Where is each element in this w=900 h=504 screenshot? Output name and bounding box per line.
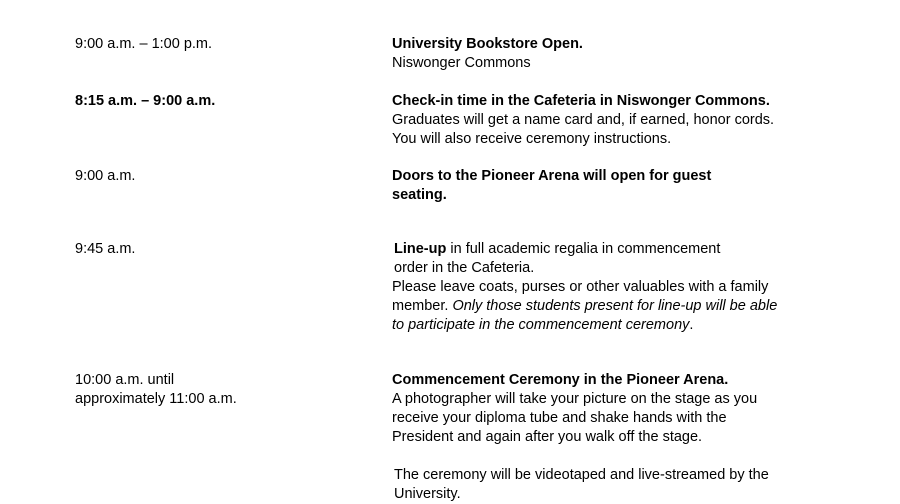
entry-title: Line-up [394, 241, 447, 257]
entry-detail-line: Niswonger Commons [392, 55, 531, 71]
entry-emphasis-text: to participate in the commencement ceremony [392, 317, 690, 333]
time-line: approximately 11:00 a.m. [75, 391, 237, 407]
time-line: 10:00 a.m. until [75, 372, 175, 388]
entry-detail-line: The ceremony will be videotaped and live-streamed by the [394, 467, 769, 483]
entry-detail-line [392, 316, 862, 335]
entry-time [75, 92, 375, 111]
entry-detail-line: Graduates will get a name card and, if earned, honor cords. [392, 112, 775, 128]
time-line: 9:45 a.m. [75, 241, 136, 257]
entry-detail-line: receive your diploma tube and shake hands with the [392, 410, 727, 426]
time-line: 8:15 a.m. – 9:00 a.m. [75, 93, 216, 109]
entry-emphasis-text: Only those students present for line-up will be able [452, 298, 778, 314]
entry-detail-line: Please leave coats, purses or other valuables with a family [392, 279, 769, 295]
entry-time [75, 240, 375, 259]
paragraph-gap [392, 447, 862, 466]
entry-description [392, 371, 862, 504]
entry-description [392, 167, 862, 205]
entry-detail-line: University. [394, 486, 461, 502]
entry-detail-line [392, 297, 862, 316]
entry-title: Doors to the Pioneer Arena will open for guest [392, 168, 712, 184]
entry-time [75, 371, 375, 409]
time-line: 9:00 a.m. [75, 168, 136, 184]
entry-description [392, 240, 862, 335]
entry-detail-line: You will also receive ceremony instructions. [392, 131, 672, 147]
entry-title: seating. [392, 187, 447, 203]
entry-time [75, 167, 375, 186]
entry-title: Check-in time in the Cafeteria in Niswonger Commons. [392, 93, 770, 109]
entry-detail-line: order in the Cafeteria. [394, 260, 535, 276]
entry-description [392, 35, 862, 73]
entry-detail-line: President and again after you walk off the stage. [392, 429, 703, 445]
entry-title: Commencement Ceremony in the Pioneer Arena. [392, 372, 729, 388]
entry-time [75, 35, 375, 54]
entry-detail-text: member. [392, 298, 453, 314]
entry-detail-text: . [689, 317, 694, 333]
time-line: 9:00 a.m. – 1:00 p.m. [75, 36, 213, 52]
entry-title: University Bookstore Open. [392, 36, 583, 52]
entry-detail-text: in full academic regalia in commencement [446, 241, 721, 257]
entry-description [392, 92, 862, 149]
entry-detail-line: A photographer will take your picture on the stage as you [392, 391, 758, 407]
entry-detail-line [392, 240, 862, 259]
